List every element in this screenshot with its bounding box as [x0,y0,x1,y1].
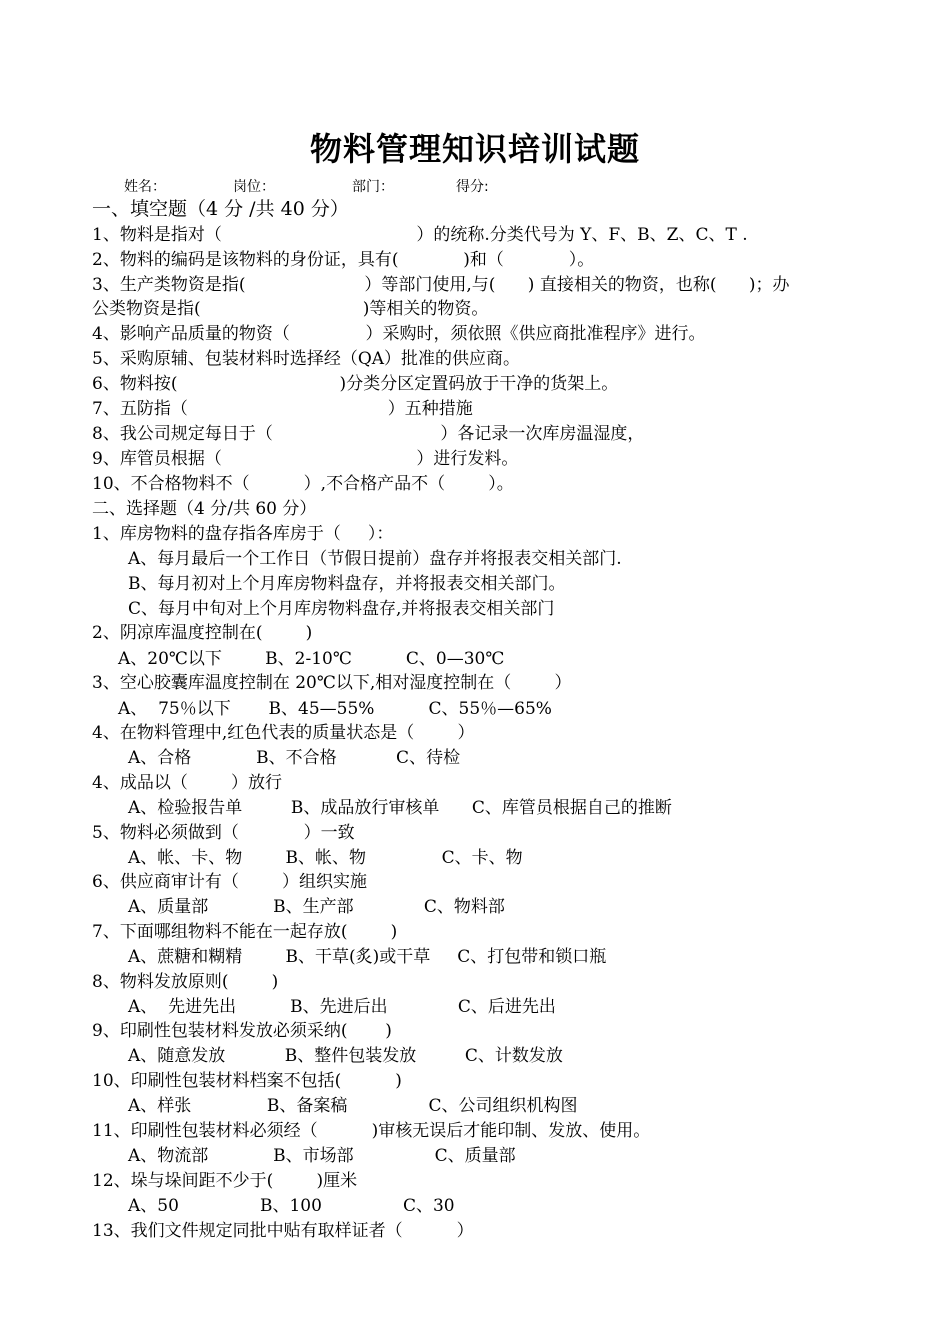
question-line: 2、物料的编码是该物料的身份证，具有( )和（ ）。 [92,250,595,270]
option-line: A、物流部 B、市场部 C、质量部 [128,1146,516,1166]
question-line: 9、印刷性包装材料发放必须采纳( ) [92,1021,392,1041]
name-label: 姓名： [124,179,166,195]
question-line: 3、生产类物资是指( ）等部门使用,与( ) 直接相关的物资，也称( )；办 [92,275,790,295]
option-line: A、20℃以下 B、2-10℃ C、0—30℃ [118,649,505,669]
option-line: A、质量部 B、生产部 C、物料部 [128,897,505,917]
option-line: A、随意发放 B、整件包装发放 C、计数发放 [128,1046,563,1066]
page-title: 物料管理知识培训试题 [309,130,640,168]
option-line: B、每月初对上个月库房物料盘存，并将报表交相关部门。 [128,574,566,594]
question-line: 8、我公司规定每日于（ ）各记录一次库房温湿度， [92,424,645,444]
question-line: 5、采购原辅、包装材料时选择经（QA）批准的供应商。 [92,349,521,369]
option-line: A、合格 B、不合格 C、待检 [128,748,461,768]
question-line: 10、不合格物料不（ ）,不合格产品不（ ）。 [92,474,514,494]
option-line: A、蔗糖和糊精 B、干草(炙)或干草 C、打包带和锁口瓶 [128,947,607,967]
post-label: 岗位： [233,179,275,195]
question-line: 7、五防指（ ）五种措施 [92,399,473,419]
question-line: 6、物料按( )分类分区定置码放于干净的货架上。 [92,374,619,394]
dept-label: 部门： [352,179,394,195]
option-line: A、样张 B、备案稿 C、公司组织机构图 [128,1096,578,1116]
option-line: A、 75％以下 B、45—55% C、55％—65% [118,699,552,719]
question-line: 11、印刷性包装材料必须经（ )审核无误后才能印制、发放、使用。 [92,1121,651,1141]
question-line: 4、影响产品质量的物资（ ）采购时，须依照《供应商批准程序》进行。 [92,324,706,344]
option-line: C、每月中旬对上个月库房物料盘存,并将报表交相关部门 [128,599,555,619]
question-line: 1、物料是指对（ ）的统称.分类代号为 Y、F、B、Z、C、T . [92,225,748,245]
option-line: A、50 B、100 C、30 [128,1196,455,1216]
question-line: 1、库房物料的盘存指各库房于（ ）： [92,524,394,544]
question-line: 13、我们文件规定同批中贴有取样证者（ ） [92,1221,474,1241]
question-line: 6、供应商审计有（ ）组织实施 [92,872,368,892]
question-line: 9、库管员根据（ ）进行发料。 [92,449,519,469]
option-line: A、帐、卡、物 B、帐、物 C、卡、物 [128,848,523,868]
option-line: A、每月最后一个工作日（节假日提前）盘存并将报表交相关部门. [128,549,622,569]
question-line: 7、下面哪组物料不能在一起存放( ) [92,922,398,942]
section-heading-choice: 二、选择题（4 分/共 60 分） [92,499,317,519]
question-line: 12、垛与垛间距不少于( )厘米 [92,1171,358,1191]
question-line: 公类物资是指( )等相关的物资。 [92,299,489,319]
question-line: 4、成品以（ ）放行 [92,773,283,793]
option-line: A、检验报告单 B、成品放行审核单 C、库管员根据自己的推断 [128,798,672,818]
question-line: 5、物料必须做到（ ）一致 [92,823,355,843]
question-line: 3、空心胶囊库温度控制在 20℃以下,相对湿度控制在（ ） [92,673,572,693]
section-heading-fill-blank: 一、填空题（4 分 /共 40 分） [92,198,349,220]
question-line: 10、印刷性包装材料档案不包括( ) [92,1071,402,1091]
score-label: 得分: [456,179,489,195]
option-line: A、 先进先出 B、先进后出 C、后进先出 [128,997,556,1017]
question-line: 8、物料发放原则( ) [92,972,279,992]
question-line: 4、在物料管理中,红色代表的质量状态是（ ） [92,723,475,743]
question-line: 2、阴凉库温度控制在( ) [92,623,313,643]
